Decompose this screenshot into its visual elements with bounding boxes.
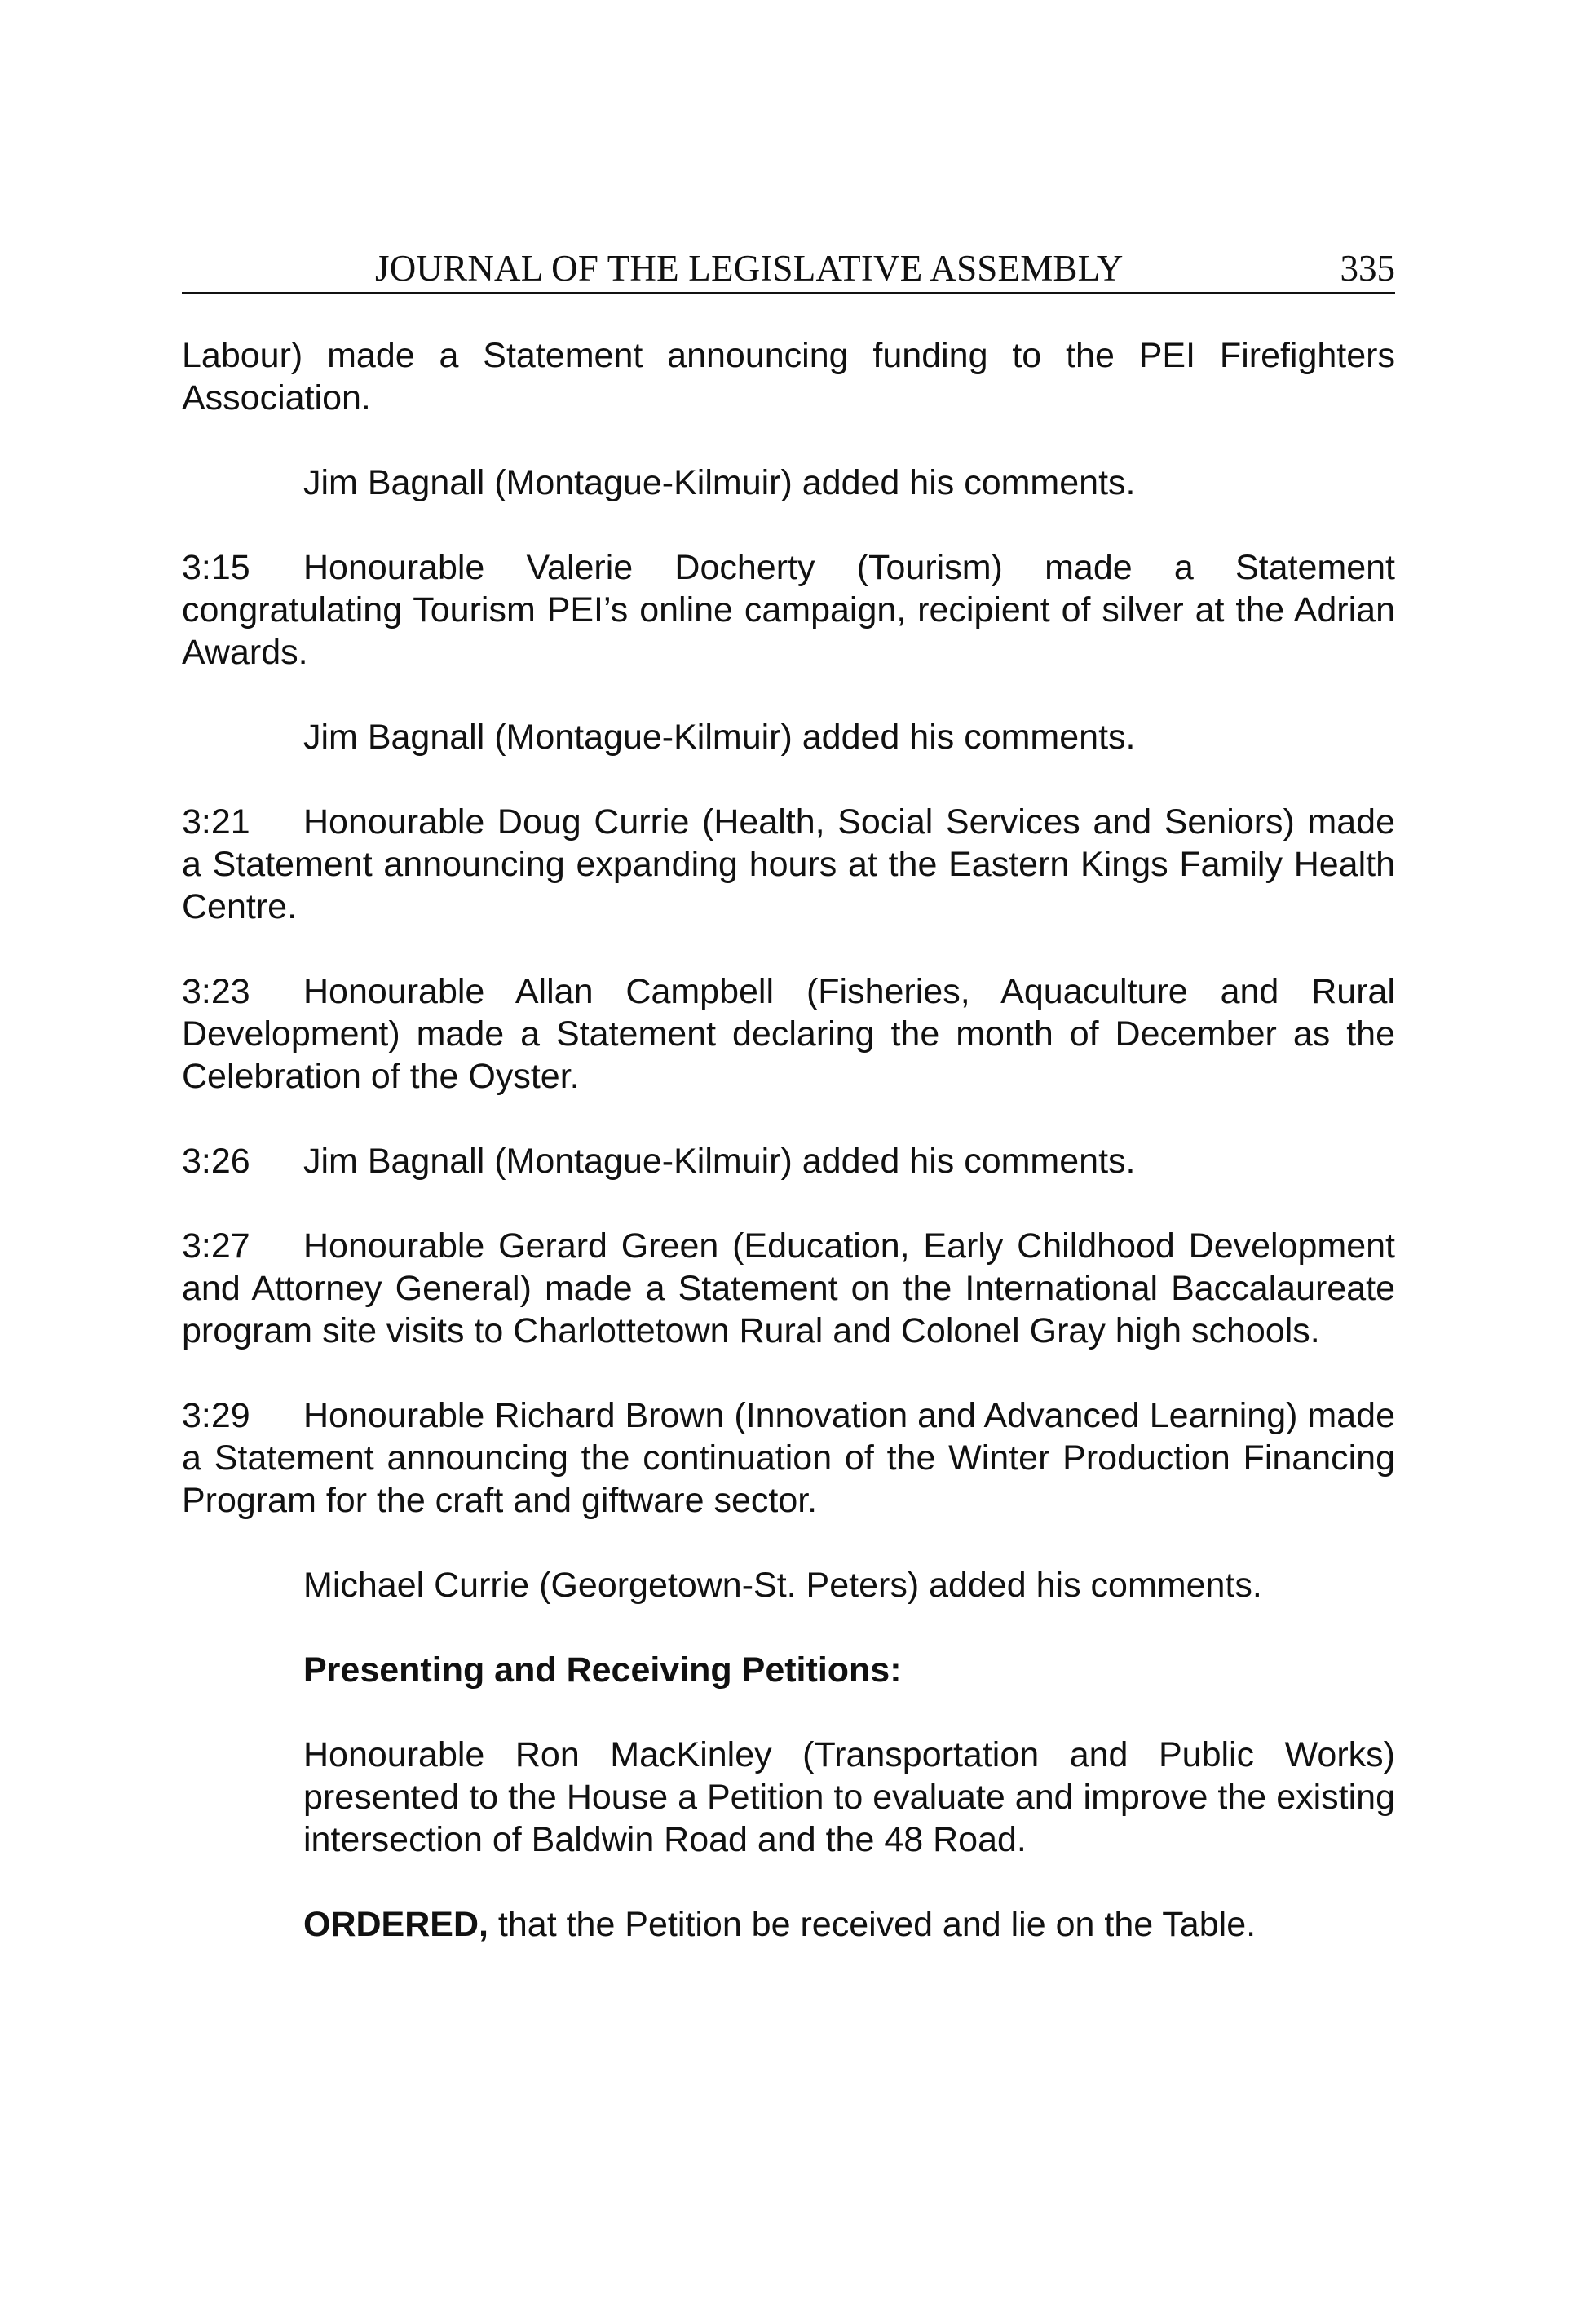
timed-paragraph [182,546,1395,674]
paragraph [182,334,1395,419]
section-heading [303,1649,1395,1691]
paragraph-text: Michael Currie (Georgetown-St. Peters) added his comments. [303,1566,1262,1605]
paragraph-text: Honourable Richard Brown (Innovation and Advanced Learning) made a Statement announcing the continuation of the Winter Production Financing Program for the craft and giftware sector. [182,1396,1395,1520]
timestamp: 3:21 [182,802,250,842]
comment-paragraph [303,462,1395,504]
petition-paragraph [303,1734,1395,1861]
paragraph-text: Honourable Doug Currie (Health, Social Services and Seniors) made a Statement announcing expanding hours at the Eastern Kings Family Health Centre. [182,802,1395,926]
paragraph-text: Honourable Valerie Docherty (Tourism) made a Statement congratulating Tourism PEI’s online campaign, recipient of silver at the Adrian Awards. [182,548,1395,672]
running-header [182,245,1395,294]
paragraph-text: Labour) made a Statement announcing funding to the PEI Firefighters Association. [182,336,1395,418]
timestamp: 3:26 [182,1142,250,1181]
timestamp: 3:23 [182,972,250,1011]
timed-paragraph [182,1394,1395,1522]
heading-text: Presenting and Receiving Petitions: [303,1650,902,1690]
ordered-paragraph [303,1903,1395,1946]
timestamp: 3:29 [182,1396,250,1435]
paragraph-text: Jim Bagnall (Montague-Kilmuir) added his comments. [303,463,1136,502]
paragraph-text: that the Petition be received and lie on the Table. [488,1905,1257,1944]
paragraph-text: Jim Bagnall (Montague-Kilmuir) added his comments. [303,718,1136,757]
timestamp: 3:15 [182,548,250,587]
paragraph-text: Honourable Allan Campbell (Fisheries, Aquaculture and Rural Development) made a Statement declaring the month of December as the Celebration of the Oyster. [182,972,1395,1096]
paragraph-text: Honourable Ron MacKinley (Transportation and Public Works) presented to the House a Petition to evaluate and improve the existing intersection of Baldwin Road and the 48 Road. [303,1735,1395,1859]
timed-paragraph [182,801,1395,928]
paragraph-text: Jim Bagnall (Montague-Kilmuir) added his comments. [303,1142,1136,1181]
comment-paragraph [303,716,1395,758]
timestamp: 3:27 [182,1226,250,1266]
document-body [182,334,1395,1988]
timed-paragraph [182,970,1395,1098]
journal-title: JOURNAL OF THE LEGISLATIVE ASSEMBLY [375,248,1124,289]
timed-paragraph [182,1225,1395,1352]
paragraph-text: Honourable Gerard Green (Education, Early Childhood Development and Attorney General) made a Statement on the International Baccalaureate program site visits to Charlottetown Rural and Colonel Gray high schools. [182,1226,1395,1350]
comment-paragraph [303,1564,1395,1606]
timed-paragraph [182,1140,1395,1182]
page-number: 335 [1340,248,1395,289]
ordered-label: ORDERED, [303,1905,488,1944]
